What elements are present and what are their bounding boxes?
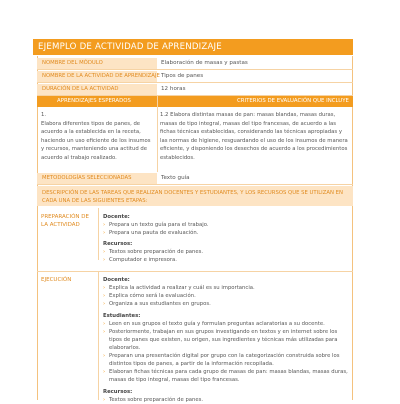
list-item: › Explica cómo será la evaluación.	[103, 292, 348, 300]
evaluation-criteria: 1.2 Elabora distintas masas de pan: masas blandas, masas duras, masas de tipo integral, masas del tipo francesas, de acuerdo a las fichas técnicas establecidas, considerando las técnicas apropiadas y las normas de higiene, resguardando el uso de los insumos de manera eficiente, y disponiendo los desechos de acuerdo a los procedimientos establecidos.	[160, 112, 348, 161]
learning-text: Elabora diferentes tipos de panes, de acuerdo a la establecida en la receta, haciendo un uso eficiente de los insumos y recursos, manteniendo una actitud de acuerdo al trabajo realizado.	[41, 120, 151, 161]
info-row-methodology	[37, 173, 353, 185]
module-label: NOMBRE DEL MÓDULO	[37, 58, 157, 69]
column-divider	[157, 96, 158, 172]
list-item: › Organiza a sus estudiantes en grupos.	[103, 300, 348, 308]
list-item: › Textos sobre preparación de panes.	[103, 248, 348, 256]
execution-recursos-heading: Recursos:	[103, 389, 133, 395]
list-item: › Textos sobre preparación de panes.	[103, 396, 348, 404]
preparation-content	[103, 213, 348, 264]
activity-value: Tipos de panes	[161, 73, 204, 79]
learning-number: 1.	[41, 112, 47, 118]
methodology-label: METODOLOGÍAS SELECCIONADAS	[37, 173, 157, 184]
stage-preparation: PREPARACIÓN DE LA ACTIVIDAD	[41, 214, 89, 228]
list-item: › Posteriormente, trabajan en sus grupos investigando en textos y en internet sobre los tipos de panes que existen, su origen, sus ingredientes y técnicas más utilizadas para elaborarlos.	[103, 328, 348, 352]
execution-content	[103, 276, 348, 404]
stage-execution: EJECUCIÓN	[41, 277, 72, 283]
stage-divider	[98, 272, 99, 400]
list-item: › Prepara una pauta de evaluación.	[103, 229, 348, 237]
page-title: EJEMPLO DE ACTIVIDAD DE APRENDIZAJE	[33, 39, 353, 55]
duration-value: 12 horas	[161, 86, 186, 92]
info-row-module	[37, 58, 353, 70]
info-row-activity	[37, 71, 353, 83]
aprendizajes-header: APRENDIZAJES ESPERADOS	[57, 98, 131, 104]
stage-separator	[37, 271, 353, 272]
stage-divider	[98, 208, 99, 260]
list-item: › Leen en sus grupos el texto guía y formulan preguntas aclaratorias a su docente.	[103, 320, 348, 328]
preparation-docente-heading: Docente:	[103, 214, 130, 220]
methodology-value: Texto guía	[161, 175, 190, 181]
list-item: › Elaboran fichas técnicas para cada grupo de masas de pan: masas blandas, masas duras, masas de tipo integral, masas del tipo francesas.	[103, 368, 348, 384]
activity-label: NOMBRE DE LA ACTIVIDAD DE APRENDIZAJE	[37, 71, 157, 82]
criterios-header: CRITERIOS DE EVALUACIÓN QUE INCLUYE	[237, 98, 349, 104]
list-item: › Preparan una presentación digital por grupo con la categorización construida sobre los distintos tipos de panes, a partir de la información recopilada.	[103, 352, 348, 368]
learning-section-header	[37, 96, 353, 107]
info-row-duration	[37, 84, 353, 96]
execution-docente-heading: Docente:	[103, 277, 130, 283]
duration-label: DURACIÓN DE LA ACTIVIDAD	[37, 84, 157, 95]
expected-learning	[41, 111, 153, 163]
description-header: DESCRIPCIÓN DE LAS TAREAS QUE REALIZAN DOCENTES Y ESTUDIANTES, Y LOS RECURSOS QUE SE UTILIZAN EN CADA UNA DE LAS SIGUIENTES ETAPAS:	[37, 186, 353, 206]
execution-estudiantes-heading: Estudiantes:	[103, 313, 141, 319]
preparation-recursos-heading: Recursos:	[103, 241, 133, 247]
list-item: › Explica la actividad a realizar y cuál es su importancia.	[103, 284, 348, 292]
list-item: › Computador e impresora.	[103, 256, 348, 264]
list-item: › Prepara un texto guía para el trabajo.	[103, 221, 348, 229]
module-value: Elaboración de masas y pastas	[161, 60, 248, 66]
